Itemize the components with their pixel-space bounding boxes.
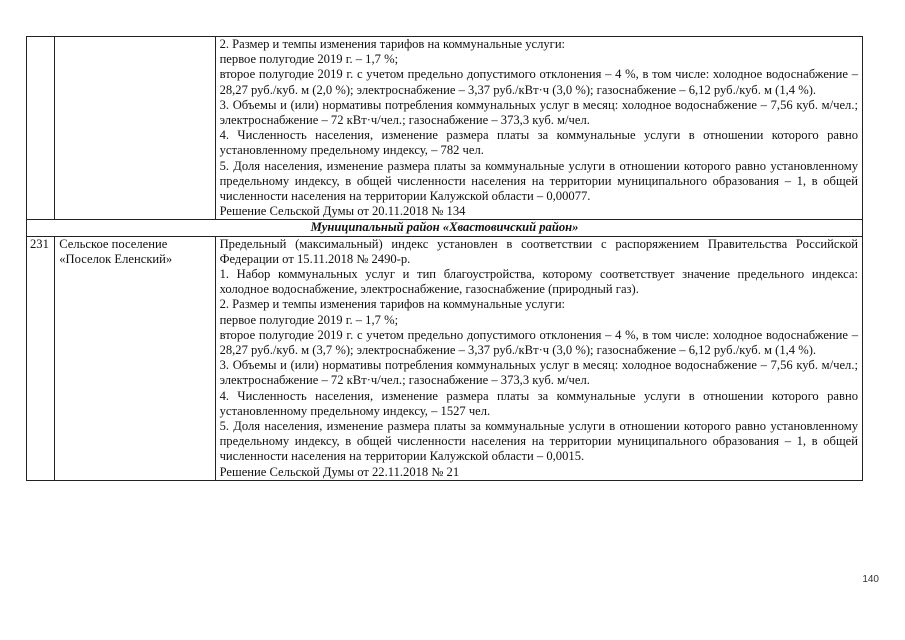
row-number-cell bbox=[27, 37, 55, 220]
paragraph: 4. Численность населения, изменение размера платы за коммунальные услуги в отношении которого равно установленному предельному индексу, – 782 чел. bbox=[219, 128, 858, 158]
decision-reference: Решение Сельской Думы от 20.11.2018 № 134 bbox=[219, 204, 466, 219]
paragraph: первое полугодие 2019 г. – 1,7 %; bbox=[219, 52, 399, 67]
paragraph: 1. Набор коммунальных услуг и тип благоустройства, которому соответствует значение предельного индекса: холодное водоснабжение, электроснабжение, газоснабжение (природный газ). bbox=[219, 267, 858, 297]
settlement-name-cell bbox=[55, 37, 215, 220]
paragraph: второе полугодие 2019 г. с учетом предельно допустимого отклонения – 4 %, в том числе: холодное водоснабжение – 28,27 руб./куб. м (3,7 %); электроснабжение – 3,37 руб./кВт·ч (3,0 %); газоснабжение – 6,12 руб./куб. м (1,4 %). bbox=[219, 327, 858, 358]
paragraph: 2. Размер и темпы изменения тарифов на коммунальные услуги: bbox=[219, 37, 566, 51]
section-header: Муниципальный район «Хвастовичский район» bbox=[27, 220, 863, 236]
paragraph: первое полугодие 2019 г. – 1,7 %; bbox=[219, 312, 399, 327]
paragraph: 3. Объемы и (или) нормативы потребления коммунальных услуг в месяц: холодное водоснабжение – 7,56 куб. м/чел.; электроснабжение – 72 кВт·ч/чел.; газоснабжение – 373,3 куб. м/чел. bbox=[219, 97, 858, 128]
paragraph: 3. Объемы и (или) нормативы потребления коммунальных услуг в месяц: холодное водоснабжение – 7,56 куб. м/чел.; электроснабжение – 72 кВт·ч/чел.; газоснабжение – 373,3 куб. м/чел. bbox=[219, 358, 858, 388]
tariff-details-cell bbox=[215, 37, 862, 220]
decision-reference: Решение Сельской Думы от 22.11.2018 № 21 bbox=[219, 464, 460, 479]
paragraph: второе полугодие 2019 г. с учетом предельно допустимого отклонения – 4 %, в том числе: холодное водоснабжение – 28,27 руб./куб. м (2,0 %); электроснабжение – 3,37 руб./кВт·ч (3,0 %); газоснабжение – 6,12 руб./куб. м (1,4 %). bbox=[219, 67, 858, 97]
section-header-row bbox=[27, 220, 863, 236]
paragraph: 2. Размер и темпы изменения тарифов на коммунальные услуги: bbox=[219, 297, 566, 312]
paragraph: Предельный (максимальный) индекс установлен в соответствии с распоряжением Правительства Российской Федерации от 15.11.2018 № 2490-р. bbox=[219, 236, 858, 266]
tariff-details-cell bbox=[215, 236, 862, 480]
settlement-name-cell bbox=[55, 236, 215, 480]
page-number: 140 bbox=[862, 574, 879, 585]
paragraph: 5. Доля населения, изменение размера платы за коммунальные услуги в отношении которого равно установленному предельному индексу, в общей численности населения на территории муниципального образования – 1, в общей численности населения на территории Калужской области – 0,0015. bbox=[219, 419, 858, 464]
table-row-continued bbox=[27, 37, 863, 220]
row-number-cell: 231 bbox=[27, 236, 55, 480]
paragraph: 5. Доля населения, изменение размера платы за коммунальные услуги в отношении которого равно установленному предельному индексу, в общей численности населения на территории муниципального образования – 1, в общей численности населения на территории Калужской области – 0,00077. bbox=[219, 158, 858, 204]
settlement-name-line: Сельское поселение bbox=[59, 236, 168, 251]
paragraph: 4. Численность населения, изменение размера платы за коммунальные услуги в отношении которого равно установленному предельному индексу, – 1527 чел. bbox=[219, 388, 858, 418]
settlement-name-line: «Поселок Еленский» bbox=[59, 251, 173, 266]
table-row bbox=[27, 236, 863, 480]
tariff-table bbox=[26, 36, 863, 481]
